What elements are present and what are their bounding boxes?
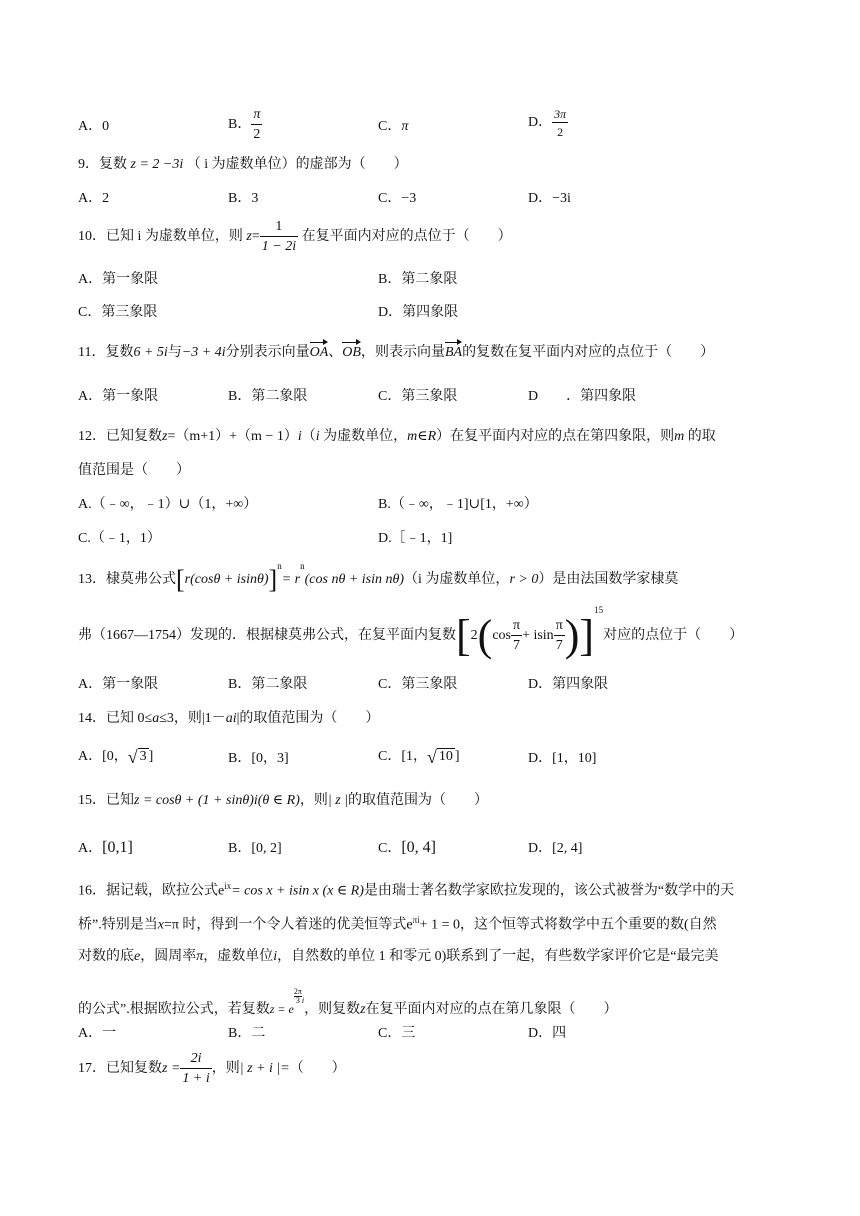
q11-option-a: A．第一象限 <box>78 389 159 404</box>
vector-ob: OB <box>342 341 361 360</box>
q10-option-d: D．第四象限 <box>378 305 459 320</box>
q14-option-d: D．[1，10] <box>528 751 597 766</box>
q16-option-d: D．四 <box>528 1026 567 1041</box>
vector-oa: OA <box>310 341 329 360</box>
q9-option-a: A．2 <box>78 191 110 206</box>
q16-stem-line1: 16．据记载，欧拉公式$e^{ix}= \cos x + isin$ x (x ∈ R)是由瑞士著名数学家欧拉发现的，该公式被誉为“数学中的天 <box>78 881 735 899</box>
q10-option-c: C．第三象限 <box>78 305 158 320</box>
q14-option-a: A．[0，√ 3 ] <box>78 747 154 767</box>
q8-option-a: A．0 <box>78 119 110 134</box>
q10-stem: 10．已知 i 为虚数单位，则 z= $\frac{1}{1 - 2i}$ 在复平面内对应的点位于（ ） <box>78 219 512 254</box>
q16-option-b: B．二 <box>228 1026 266 1041</box>
q9-option-d: D．−3i <box>528 191 571 206</box>
q13-stem-line1: 13．棣莫弗公式$[r(\cos\theta + isin\theta)]^n= r^n(\cos$ nθ + isin nθ)（i 为虚数单位，r > 0）是由法国数学家棣莫 <box>78 561 679 594</box>
q12-option-c: C.（﹣1，1） <box>78 531 161 546</box>
q16-stem-line2: 桥”.特别是当x=π 时，得到一个令人着迷的优美恒等式$e^{\pi i}+ 1 = 0$，这个恒等式将数学中五个重要的数(自然 <box>78 915 717 933</box>
q8-option-d: D． $\frac{3\pi}{2}$ <box>528 107 567 139</box>
q14-stem: 14．已知 0≤a≤3，则|1－ai|的取值范围为（ ） <box>78 711 380 726</box>
q9-stem: 9．复数 z = 2 −3i （ i 为虚数单位）的虚部为（ ） <box>78 157 408 172</box>
q16-option-a: A．一 <box>78 1026 117 1041</box>
vector-ba: BA <box>445 341 462 360</box>
q16-stem-line4: 的公式”.根据欧拉公式，若复数z = e $\frac{2\pi}{3}$ i，则复数z在复平面内对应的点在第几象限（ ） <box>78 987 618 1017</box>
q12-option-d: D.［﹣1，1] <box>378 531 453 546</box>
q15-option-d: D．[2, 4] <box>528 841 583 856</box>
q14-option-b: B．[0，3] <box>228 751 289 766</box>
q15-option-c: C．[0, 4] <box>378 839 436 856</box>
q13-option-c: C．第三象限 <box>378 677 458 692</box>
q12-stem-line1: 12．已知复数z=（m+1）+（m − 1）i（i 为虚数单位，m∈R）在复平面内对应的点在第四象限，则m 的取 <box>78 429 716 444</box>
q13-stem-line2: 弗（1667—1754）发现的．根据棣莫弗公式，在复平面内复数[2(cos $\frac{\pi}{7}$ + isin $\frac{\pi}{7}$ )]$^{15}$对应的点位于（ ） <box>78 605 744 660</box>
q16-option-c: C．三 <box>378 1026 416 1041</box>
q12-option-b: B.（﹣∞，﹣1]∪[1，+∞） <box>378 497 538 512</box>
q11-option-b: B．第二象限 <box>228 389 308 404</box>
q17-stem: 17．已知复数z = $\frac{2i}{1 + i}$ ，则| z + i |=（ ） <box>78 1051 346 1086</box>
q15-option-a: A．[0,1] <box>78 839 133 856</box>
q14-option-c: C．[1，√ 10 ] <box>378 747 460 767</box>
q9-option-c: C．−3 <box>378 191 417 206</box>
q13-option-d: D．第四象限 <box>528 677 609 692</box>
q10-option-b: B．第二象限 <box>378 272 458 287</box>
q8-option-b: B． $\frac{\pi}{2}$ <box>228 107 261 142</box>
q12-stem-line2: 值范围是（ ） <box>78 463 190 478</box>
q15-option-b: B．[0, 2] <box>228 841 282 856</box>
q11-option-d: D ．第四象限 <box>528 389 637 404</box>
q8-option-c: C．π <box>378 119 409 134</box>
q11-stem: 11．复数6 + 5i与−3 + 4i分别表示向量OA、OB，则表示向量BA的复数在复平面内对应的点位于（ ） <box>78 341 714 360</box>
q15-stem: 15．已知z = cosθ + (1 + sinθ)i(θ ∈ R)，则| z |的取值范围为（ ） <box>78 793 489 808</box>
q10-option-a: A．第一象限 <box>78 272 159 287</box>
q9-option-b: B．3 <box>228 191 259 206</box>
q11-option-c: C．第三象限 <box>378 389 458 404</box>
q12-option-a: A.（﹣∞，﹣1）∪（1，+∞） <box>78 497 258 512</box>
q16-stem-line3: 对数的底e，圆周率π，虚数单位i，自然数的单位 1 和零元 0)联系到了一起，有些数学家评价它是“最完美 <box>78 949 719 964</box>
q13-option-b: B．第二象限 <box>228 677 308 692</box>
q13-option-a: A．第一象限 <box>78 677 159 692</box>
